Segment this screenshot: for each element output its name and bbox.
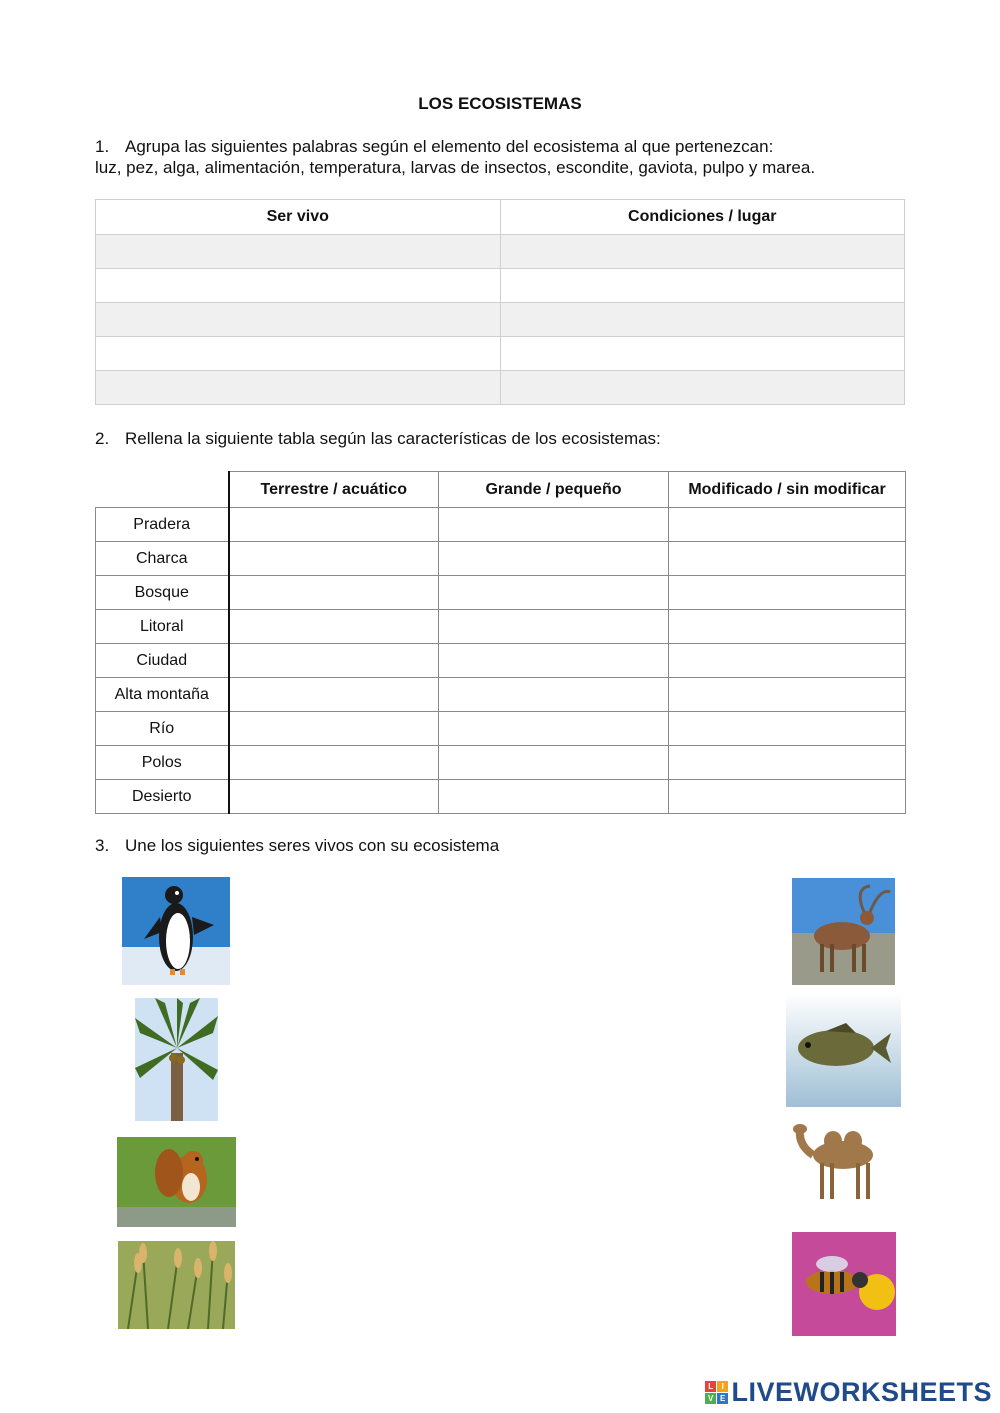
answer-cell[interactable] [669,712,906,746]
row-label: Litoral [96,610,229,644]
answer-cell[interactable] [669,780,906,814]
answer-cell[interactable] [439,610,669,644]
penguin-image[interactable] [122,877,230,985]
row-label: Desierto [96,780,229,814]
answer-cell[interactable] [439,508,669,542]
answer-cell[interactable] [229,780,439,814]
answer-cell[interactable] [500,337,905,371]
question-3-text: Une los siguientes seres vivos con su ecosistema [125,836,500,855]
answer-cell[interactable] [500,269,905,303]
answer-cell[interactable] [229,746,439,780]
answer-cell[interactable] [500,303,905,337]
grass-image[interactable] [118,1241,235,1329]
answer-cell[interactable] [500,371,905,405]
question-1 [95,136,815,178]
answer-cell[interactable] [96,303,501,337]
question-2-number: 2. [95,429,110,448]
header-terrestre-acuatico: Terrestre / acuático [229,472,439,508]
ecosystem-table [95,471,906,814]
answer-cell[interactable] [229,576,439,610]
grouping-table [95,199,905,405]
row-label: Bosque [96,576,229,610]
answer-cell[interactable] [229,610,439,644]
question-2 [95,428,661,449]
answer-cell[interactable] [96,371,501,405]
question-2-text: Rellena la siguiente tabla según las características de los ecosistemas: [125,429,661,448]
question-3-number: 3. [95,836,110,855]
row-label: Alta montaña [96,678,229,712]
answer-cell[interactable] [439,712,669,746]
answer-cell[interactable] [669,610,906,644]
question-1-number: 1. [95,137,110,156]
camel-image[interactable] [788,1115,900,1205]
answer-cell[interactable] [669,508,906,542]
header-ser-vivo: Ser vivo [96,200,501,235]
answer-cell[interactable] [669,576,906,610]
answer-cell[interactable] [96,235,501,269]
squirrel-image[interactable] [117,1137,236,1227]
question-3 [95,835,499,856]
ibex-image[interactable] [792,878,895,985]
header-modificado: Modificado / sin modificar [669,472,906,508]
bee-image[interactable] [792,1232,896,1336]
liveworksheets-logo [705,1377,992,1408]
answer-cell[interactable] [229,644,439,678]
brand-text: LIVEWORKSHEETS [731,1377,992,1407]
header-grande-pequeno: Grande / pequeño [439,472,669,508]
logo-icon: L I V E [705,1381,728,1404]
answer-cell[interactable] [669,746,906,780]
answer-cell[interactable] [439,644,669,678]
row-label: Charca [96,542,229,576]
answer-cell[interactable] [439,542,669,576]
row-label: Ciudad [96,644,229,678]
row-label: Río [96,712,229,746]
answer-cell[interactable] [439,576,669,610]
palm-tree-image[interactable] [135,998,218,1121]
answer-cell[interactable] [439,780,669,814]
answer-cell[interactable] [669,644,906,678]
row-label: Pradera [96,508,229,542]
header-condiciones-lugar: Condiciones / lugar [500,200,905,235]
answer-cell[interactable] [229,542,439,576]
answer-cell[interactable] [229,712,439,746]
answer-cell[interactable] [229,678,439,712]
answer-cell[interactable] [669,542,906,576]
answer-cell[interactable] [229,508,439,542]
fish-image[interactable] [786,993,901,1107]
question-1-word-list: luz, pez, alga, alimentación, temperatura, larvas de insectos, escondite, gaviota, pulpo y marea. [95,158,816,177]
answer-cell[interactable] [439,746,669,780]
answer-cell[interactable] [669,678,906,712]
row-label: Polos [96,746,229,780]
answer-cell[interactable] [439,678,669,712]
answer-cell[interactable] [500,235,905,269]
page-title: LOS ECOSISTEMAS [418,94,582,113]
corner-cell [96,472,229,508]
answer-cell[interactable] [96,337,501,371]
answer-cell[interactable] [96,269,501,303]
question-1-text: Agrupa las siguientes palabras según el elemento del ecosistema al que pertenezcan: [125,137,774,156]
